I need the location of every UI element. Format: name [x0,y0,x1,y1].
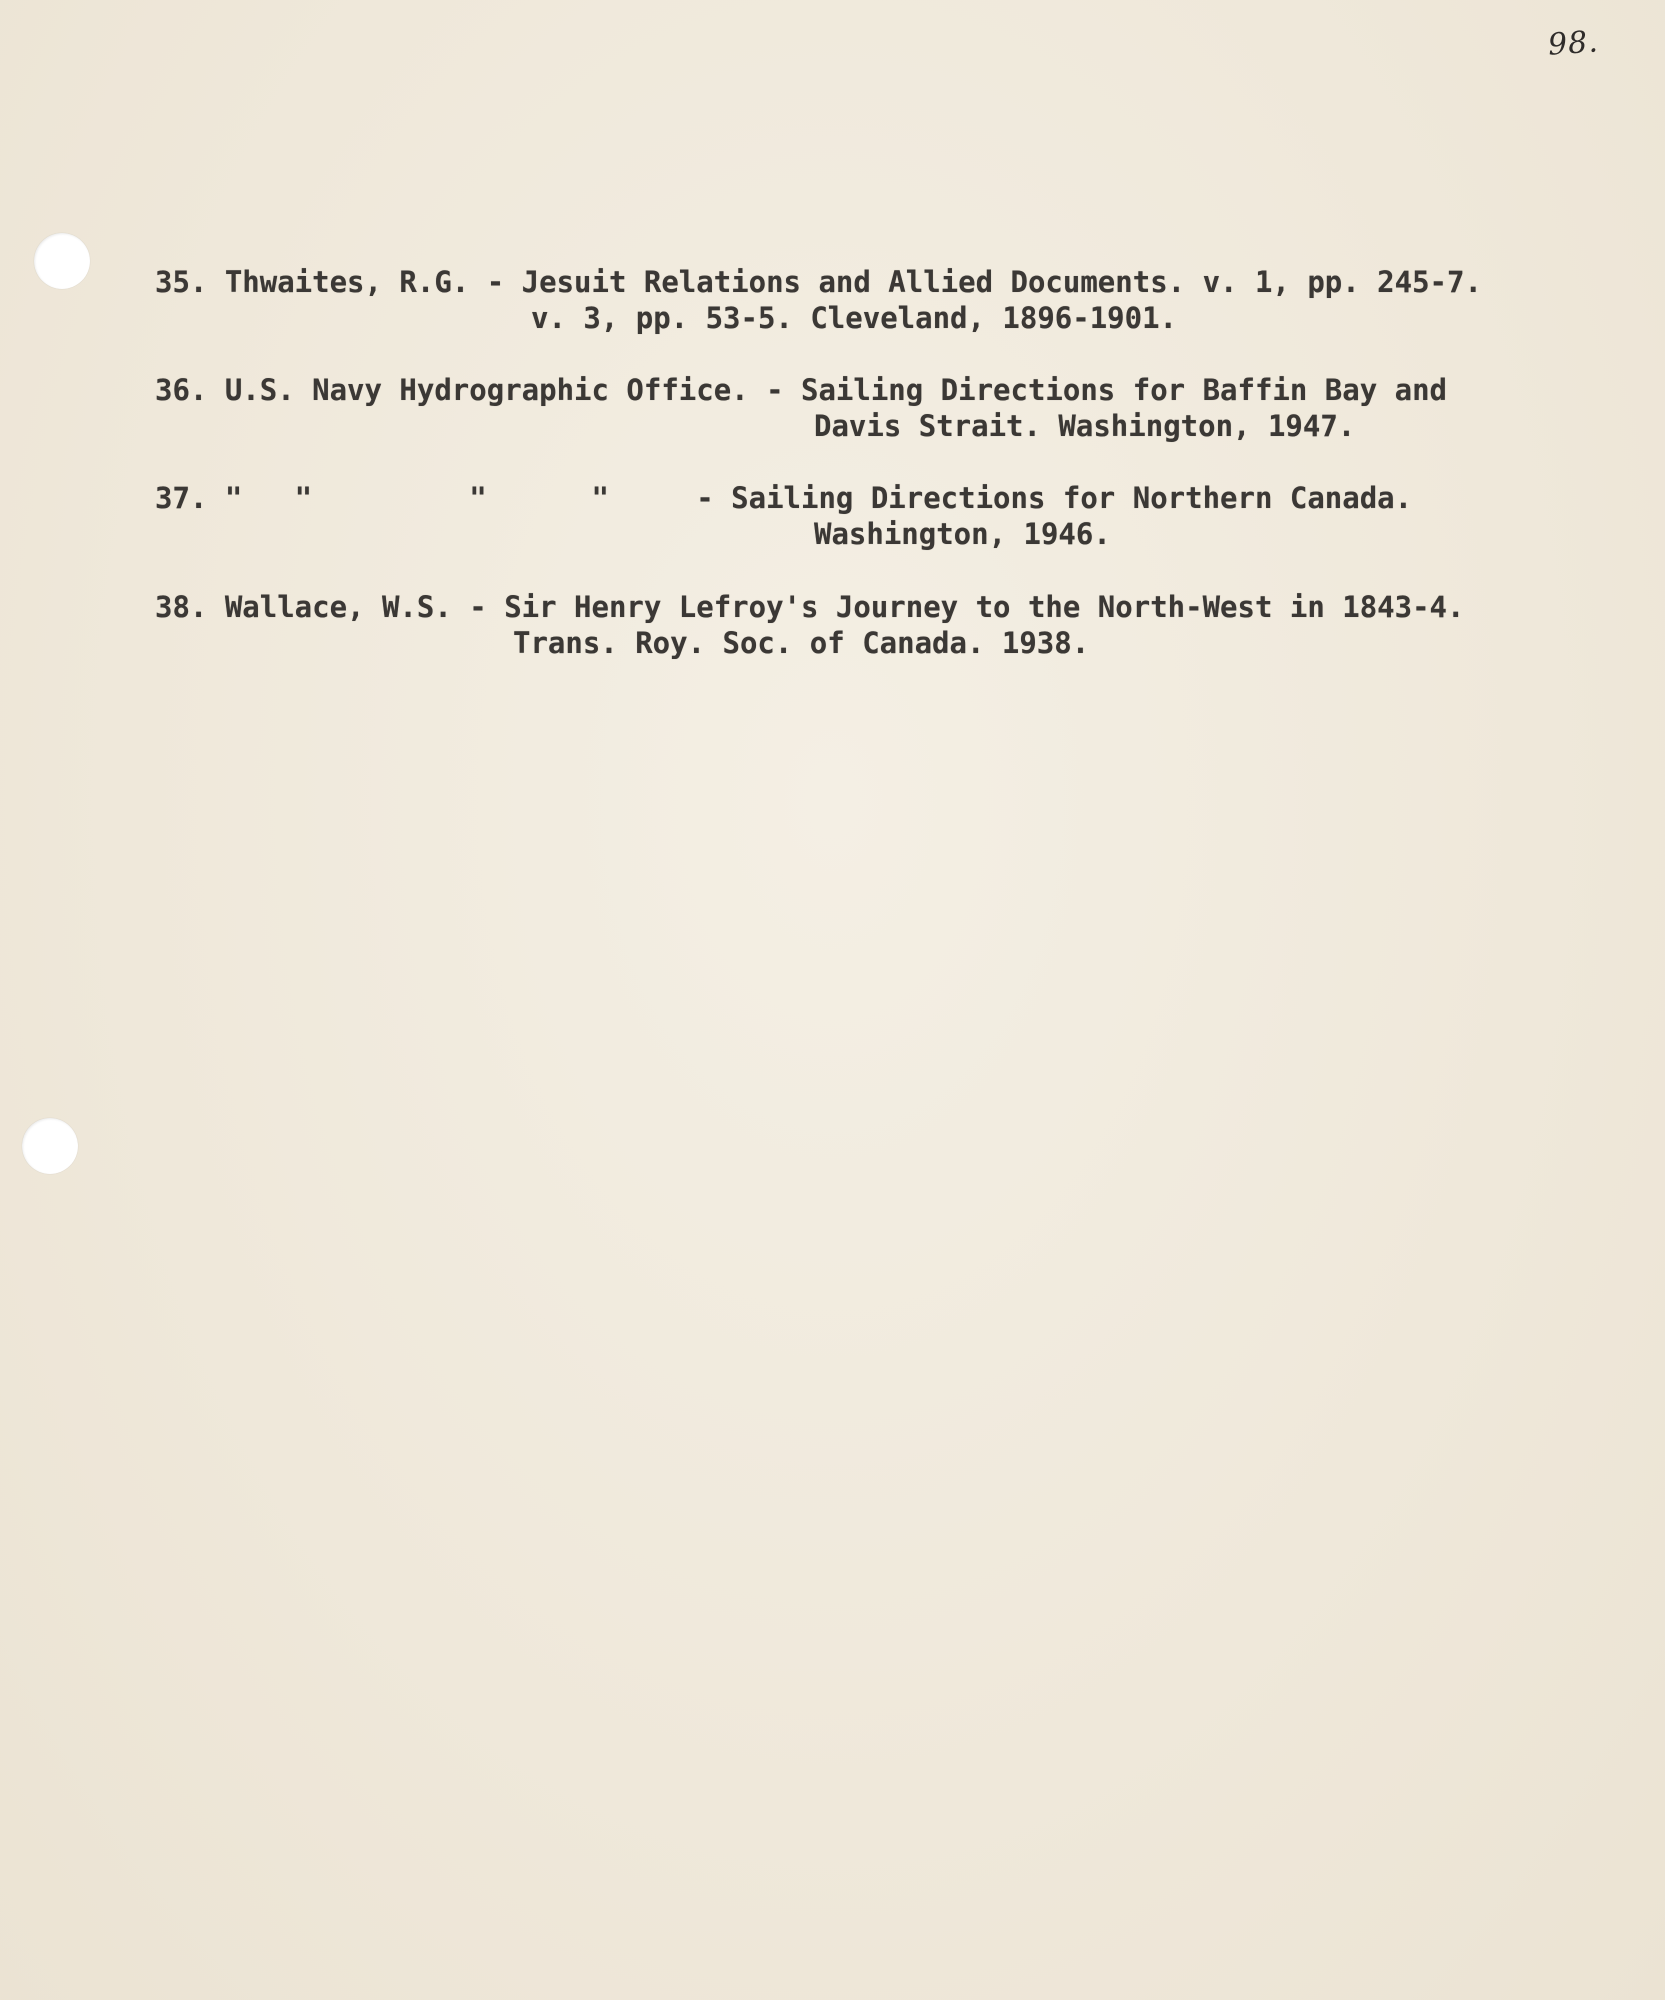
reference-36-line-1: 36. U.S. Navy Hydrographic Office. - Sailing Directions for Baffin Bay and [155,373,1448,407]
reference-37-line-2: Washington, 1946. [814,517,1111,551]
reference-36-line-2: Davis Strait. Washington, 1947. [814,409,1356,443]
reference-38-line-2: Trans. Roy. Soc. of Canada. 1938. [513,626,1090,660]
page-number: 98. [1547,24,1601,63]
reference-35-line-1: 35. Thwaites, R.G. - Jesuit Relations and Allied Documents. v. 1, pp. 245-7. [155,265,1482,299]
reference-38-line-1: 38. Wallace, W.S. - Sir Henry Lefroy's Journey to the North-West in 1843-4. [155,590,1465,624]
reference-37-line-1: 37. " " " " - Sailing Directions for Northern Canada. [155,481,1413,515]
reference-35-line-2: v. 3, pp. 53-5. Cleveland, 1896-1901. [531,301,1178,335]
